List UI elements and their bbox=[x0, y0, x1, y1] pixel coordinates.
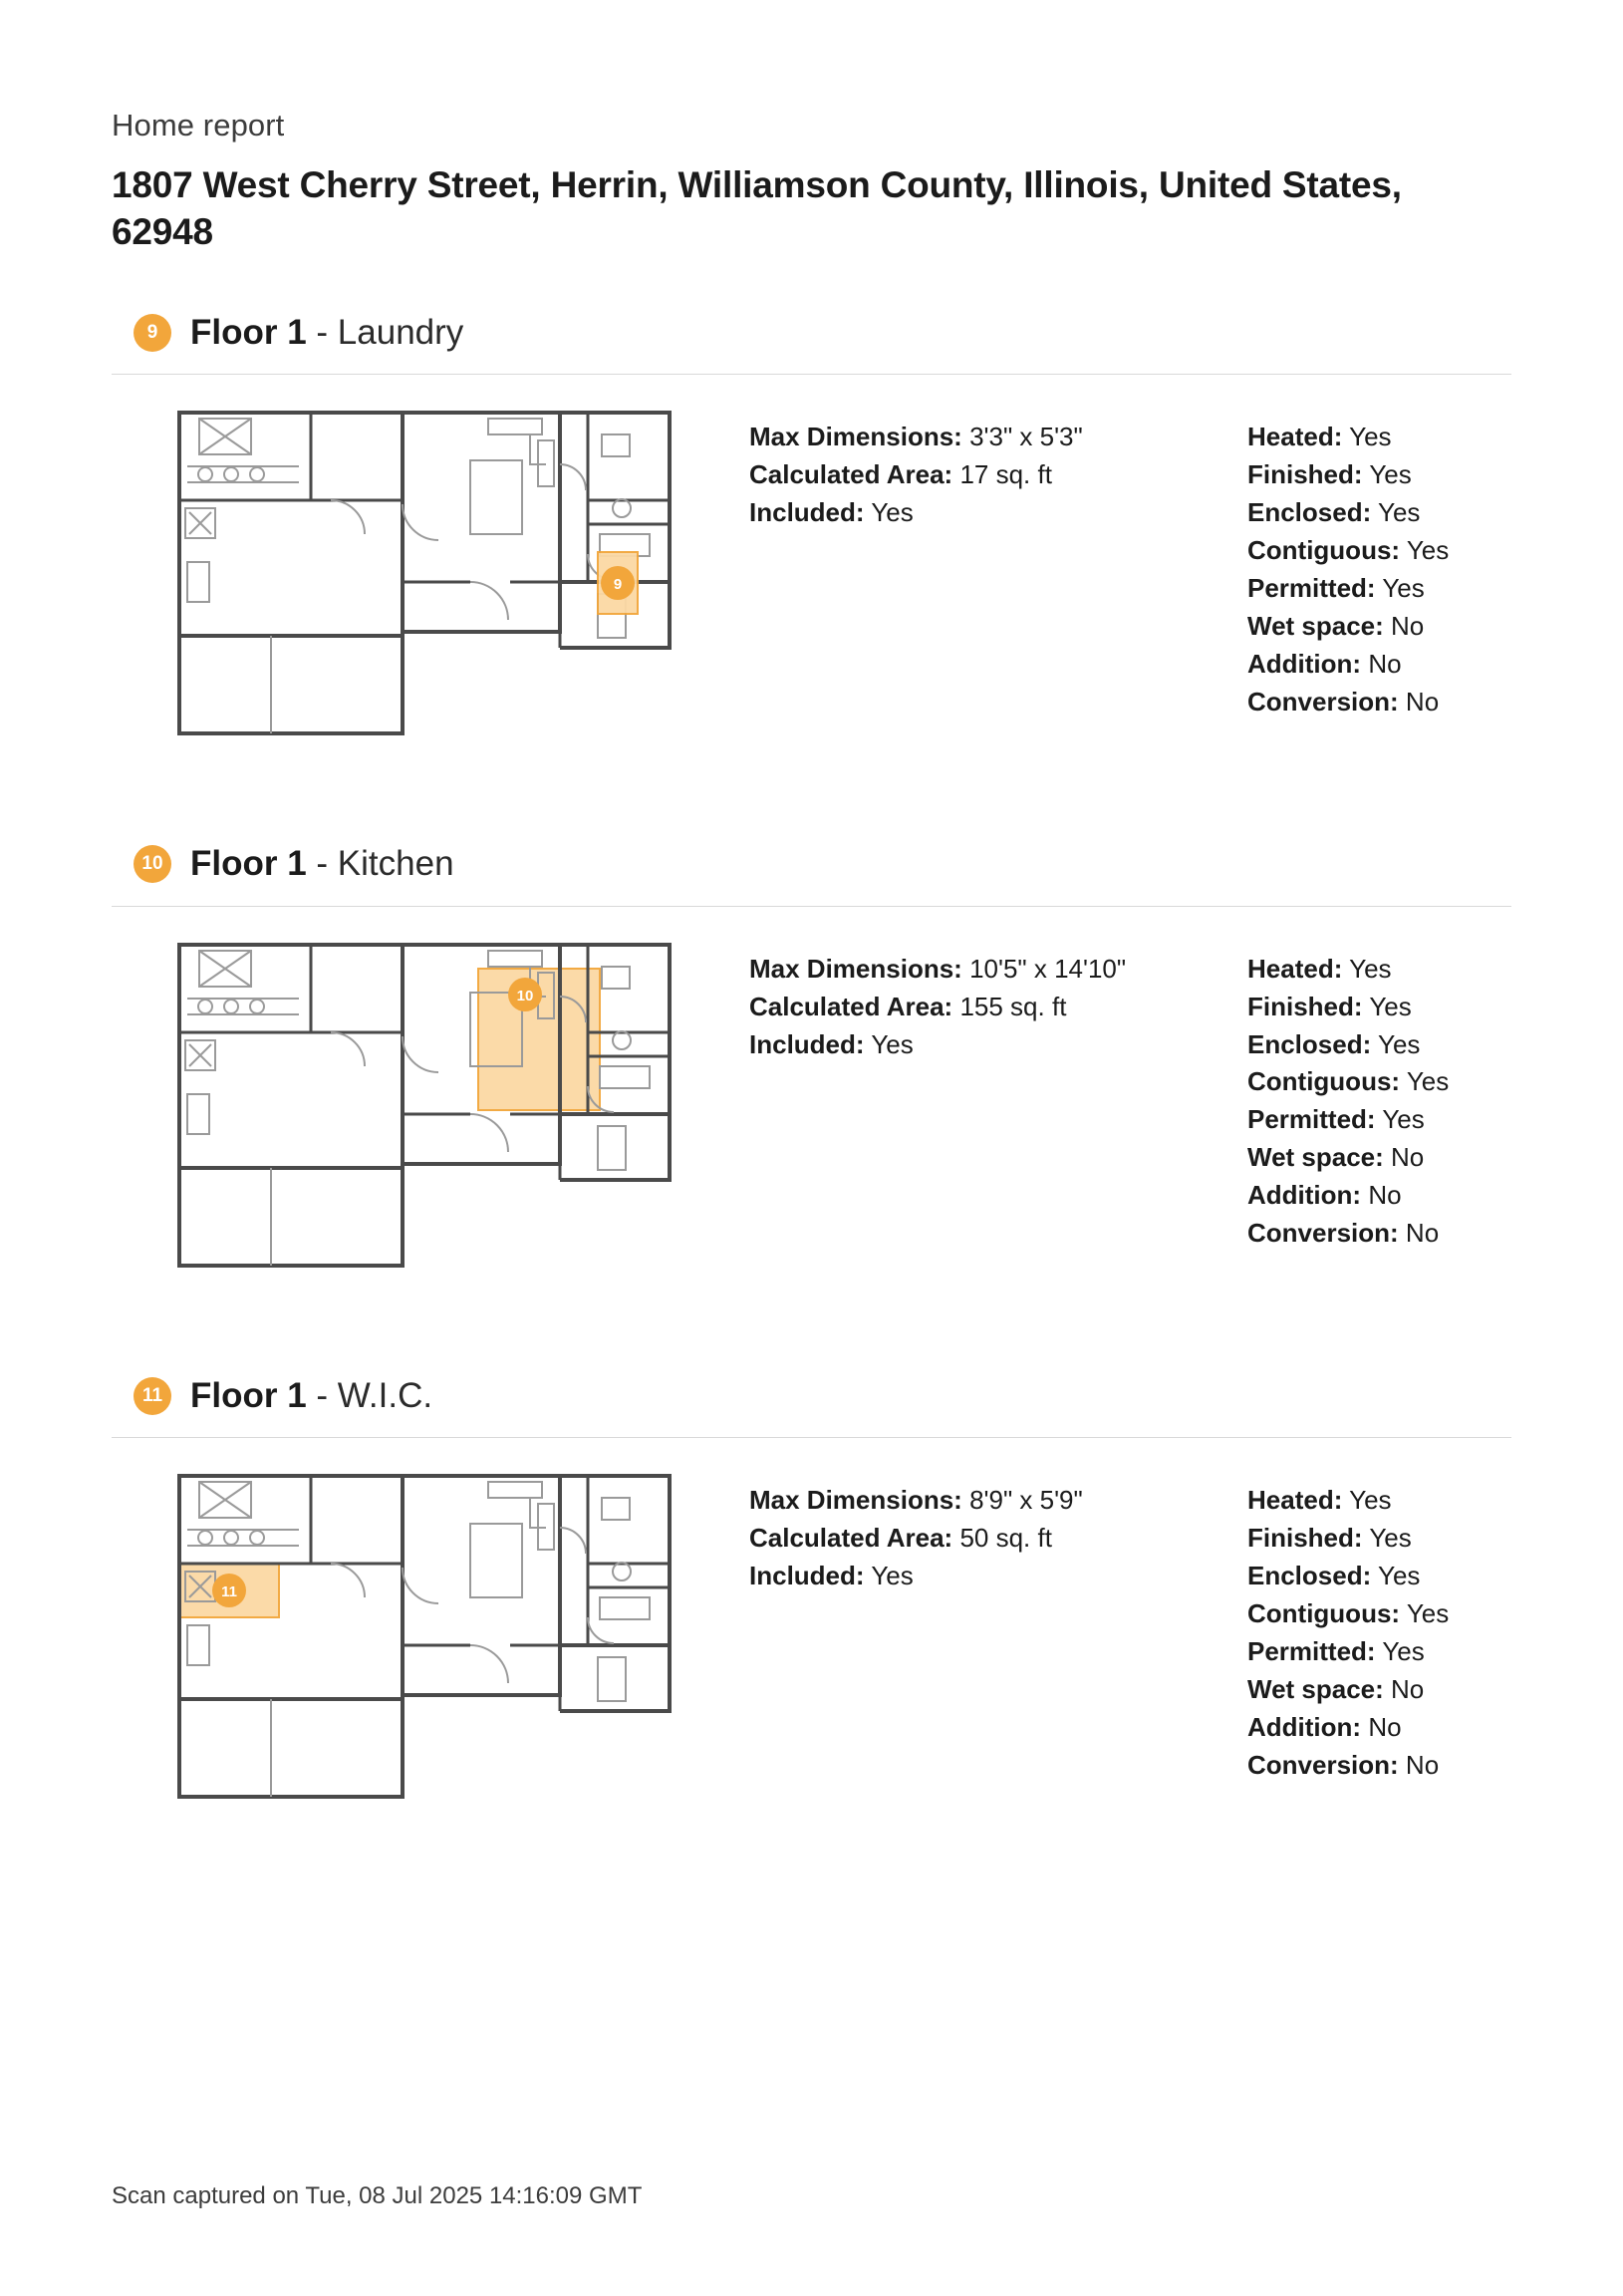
fact-label: Contiguous: bbox=[1247, 1066, 1401, 1097]
floorplan-svg bbox=[171, 937, 689, 1286]
fact-label: Calculated Area: bbox=[749, 1523, 953, 1554]
facts-column-right bbox=[1247, 951, 1516, 1253]
fact-row bbox=[1247, 1558, 1516, 1594]
fact-value: Yes bbox=[1349, 953, 1392, 984]
fact-value: Yes bbox=[1369, 991, 1412, 1021]
room-section-kitchen bbox=[112, 845, 1511, 1286]
room-pin-11 bbox=[212, 1574, 246, 1607]
fact-label: Addition: bbox=[1247, 1711, 1362, 1742]
fact-label: Wet space: bbox=[1247, 1673, 1384, 1704]
fact-value: Yes bbox=[1382, 572, 1425, 603]
facts-column-right bbox=[1247, 1482, 1516, 1784]
fact-label: Wet space: bbox=[1247, 610, 1384, 641]
fact-value: No bbox=[1405, 1749, 1440, 1780]
fact-label: Max Dimensions: bbox=[749, 422, 962, 452]
section-separator: - bbox=[306, 312, 338, 352]
fact-value: Yes bbox=[871, 1561, 914, 1591]
fact-label: Permitted: bbox=[1247, 572, 1376, 603]
fact-row bbox=[1247, 989, 1516, 1025]
page-title: 1807 West Cherry Street, Herrin, Williamson County, Illinois, United States, 62948 bbox=[112, 164, 1402, 253]
fact-row bbox=[1247, 1671, 1516, 1708]
fact-value: Yes bbox=[1378, 1561, 1421, 1591]
fact-label: Enclosed: bbox=[1247, 1561, 1372, 1591]
fact-label: Permitted: bbox=[1247, 1104, 1376, 1135]
fact-row bbox=[1247, 1633, 1516, 1670]
fact-value: 17 sq. ft bbox=[959, 459, 1052, 490]
fact-value: No bbox=[1405, 686, 1440, 717]
status-badge: 11 bbox=[134, 1377, 171, 1415]
fact-label: Addition: bbox=[1247, 648, 1362, 679]
fact-label: Conversion: bbox=[1247, 1749, 1399, 1780]
fact-label: Included: bbox=[749, 1028, 865, 1059]
room-section-wic bbox=[112, 1377, 1511, 1818]
section-header bbox=[134, 1377, 1511, 1416]
fact-value: No bbox=[1391, 610, 1425, 641]
fact-value: 50 sq. ft bbox=[959, 1523, 1052, 1554]
fact-label: Included: bbox=[749, 497, 865, 528]
floorplan-laundry bbox=[112, 405, 749, 753]
floorplan-svg bbox=[171, 405, 689, 753]
fact-label: Addition: bbox=[1247, 1180, 1362, 1211]
divider bbox=[112, 1437, 1511, 1438]
fact-value: No bbox=[1368, 1711, 1402, 1742]
section-body bbox=[112, 1468, 1511, 1817]
fact-label: Heated: bbox=[1247, 1485, 1343, 1516]
scan-timestamp: Scan captured on Tue, 08 Jul 2025 14:16:09 GMT bbox=[112, 2182, 643, 2209]
fact-value: Yes bbox=[871, 1028, 914, 1059]
fact-value: Yes bbox=[1349, 422, 1392, 452]
facts-column-left bbox=[749, 1482, 1208, 1784]
status-badge: 9 bbox=[134, 314, 171, 352]
fact-row bbox=[1247, 1101, 1516, 1138]
fact-row bbox=[1247, 1215, 1516, 1252]
fact-label: Included: bbox=[749, 1561, 865, 1591]
fact-row bbox=[1247, 1026, 1516, 1063]
page-kicker: Home report bbox=[112, 108, 285, 143]
fact-row bbox=[1247, 1709, 1516, 1746]
fact-row bbox=[1247, 570, 1516, 607]
fact-row bbox=[1247, 1063, 1516, 1100]
fact-value: Yes bbox=[1369, 459, 1412, 490]
fact-row bbox=[749, 1482, 1208, 1519]
fact-row bbox=[1247, 608, 1516, 645]
fact-row bbox=[749, 1520, 1208, 1557]
fact-label: Finished: bbox=[1247, 991, 1363, 1021]
fact-label: Contiguous: bbox=[1247, 534, 1401, 565]
fact-row bbox=[1247, 494, 1516, 531]
fact-label: Conversion: bbox=[1247, 1218, 1399, 1249]
fact-value: 8'9" x 5'9" bbox=[969, 1485, 1083, 1516]
pin-label: 10 bbox=[516, 987, 534, 1004]
fact-row bbox=[1247, 456, 1516, 493]
section-body bbox=[112, 937, 1511, 1286]
fact-value: Yes bbox=[1378, 497, 1421, 528]
fact-row bbox=[749, 951, 1208, 988]
divider bbox=[112, 906, 1511, 907]
section-room-label: Kitchen bbox=[337, 844, 454, 884]
fact-label: Finished: bbox=[1247, 1523, 1363, 1554]
fact-value: No bbox=[1368, 648, 1402, 679]
fact-label: Conversion: bbox=[1247, 686, 1399, 717]
fact-value: Yes bbox=[1349, 1485, 1392, 1516]
room-pin-10 bbox=[508, 978, 542, 1011]
fact-row bbox=[749, 419, 1208, 455]
room-facts bbox=[749, 937, 1516, 1253]
section-floor-label: Floor 1 bbox=[190, 844, 307, 884]
fact-label: Max Dimensions: bbox=[749, 953, 962, 984]
section-separator: - bbox=[306, 1375, 338, 1415]
fact-value: Yes bbox=[1378, 1028, 1421, 1059]
fact-row bbox=[1247, 684, 1516, 720]
room-section-laundry bbox=[112, 314, 1511, 754]
pin-label: 9 bbox=[613, 576, 623, 594]
fact-row bbox=[1247, 1482, 1516, 1519]
fact-label: Finished: bbox=[1247, 459, 1363, 490]
room-facts bbox=[749, 405, 1516, 720]
fact-value: 3'3" x 5'3" bbox=[969, 422, 1083, 452]
fact-label: Contiguous: bbox=[1247, 1597, 1401, 1628]
section-room-label: Laundry bbox=[337, 312, 464, 352]
fact-value: No bbox=[1391, 1673, 1425, 1704]
fact-label: Heated: bbox=[1247, 953, 1343, 984]
fact-row bbox=[749, 1026, 1208, 1063]
fact-value: Yes bbox=[1382, 1635, 1425, 1666]
section-header bbox=[134, 314, 1511, 353]
fact-row bbox=[1247, 951, 1516, 988]
fact-value: Yes bbox=[1369, 1523, 1412, 1554]
fact-label: Permitted: bbox=[1247, 1635, 1376, 1666]
fact-value: 155 sq. ft bbox=[959, 991, 1067, 1021]
section-title bbox=[190, 1377, 432, 1416]
section-body bbox=[112, 405, 1511, 753]
fact-value: Yes bbox=[1406, 1597, 1450, 1628]
fact-value: No bbox=[1391, 1142, 1425, 1173]
fact-row bbox=[1247, 419, 1516, 455]
fact-value: 10'5" x 14'10" bbox=[969, 953, 1127, 984]
fact-label: Enclosed: bbox=[1247, 1028, 1372, 1059]
fact-row bbox=[749, 989, 1208, 1025]
fact-row bbox=[1247, 646, 1516, 683]
status-badge: 10 bbox=[134, 845, 171, 883]
fact-value: Yes bbox=[1382, 1104, 1425, 1135]
fact-row bbox=[1247, 1595, 1516, 1632]
fact-row bbox=[749, 1558, 1208, 1594]
fact-value: Yes bbox=[1406, 1066, 1450, 1097]
floorplan-kitchen bbox=[112, 937, 749, 1286]
floorplan-svg bbox=[171, 1468, 689, 1817]
fact-row bbox=[1247, 532, 1516, 569]
fact-row bbox=[749, 494, 1208, 531]
fact-row bbox=[749, 456, 1208, 493]
pin-label: 11 bbox=[221, 1583, 237, 1601]
fact-value: Yes bbox=[871, 497, 914, 528]
fact-value: No bbox=[1405, 1218, 1440, 1249]
fact-label: Wet space: bbox=[1247, 1142, 1384, 1173]
fact-label: Max Dimensions: bbox=[749, 1485, 962, 1516]
section-room-label: W.I.C. bbox=[337, 1375, 433, 1415]
fact-row bbox=[1247, 1177, 1516, 1214]
room-facts bbox=[749, 1468, 1516, 1784]
section-floor-label: Floor 1 bbox=[190, 312, 307, 352]
divider bbox=[112, 374, 1511, 375]
fact-label: Calculated Area: bbox=[749, 991, 953, 1021]
fact-label: Heated: bbox=[1247, 422, 1343, 452]
facts-column-right bbox=[1247, 419, 1516, 720]
fact-value: No bbox=[1368, 1180, 1402, 1211]
floorplan-wic bbox=[112, 1468, 749, 1817]
fact-value: Yes bbox=[1406, 534, 1450, 565]
section-title bbox=[190, 314, 463, 353]
room-pin-9 bbox=[601, 566, 635, 600]
fact-label: Enclosed: bbox=[1247, 497, 1372, 528]
section-title bbox=[190, 845, 454, 884]
section-header bbox=[134, 845, 1511, 884]
fact-label: Calculated Area: bbox=[749, 459, 953, 490]
facts-column-left bbox=[749, 951, 1208, 1253]
section-floor-label: Floor 1 bbox=[190, 1375, 307, 1415]
facts-column-left bbox=[749, 419, 1208, 720]
fact-row bbox=[1247, 1520, 1516, 1557]
fact-row bbox=[1247, 1139, 1516, 1176]
fact-row bbox=[1247, 1747, 1516, 1784]
section-separator: - bbox=[306, 844, 338, 884]
